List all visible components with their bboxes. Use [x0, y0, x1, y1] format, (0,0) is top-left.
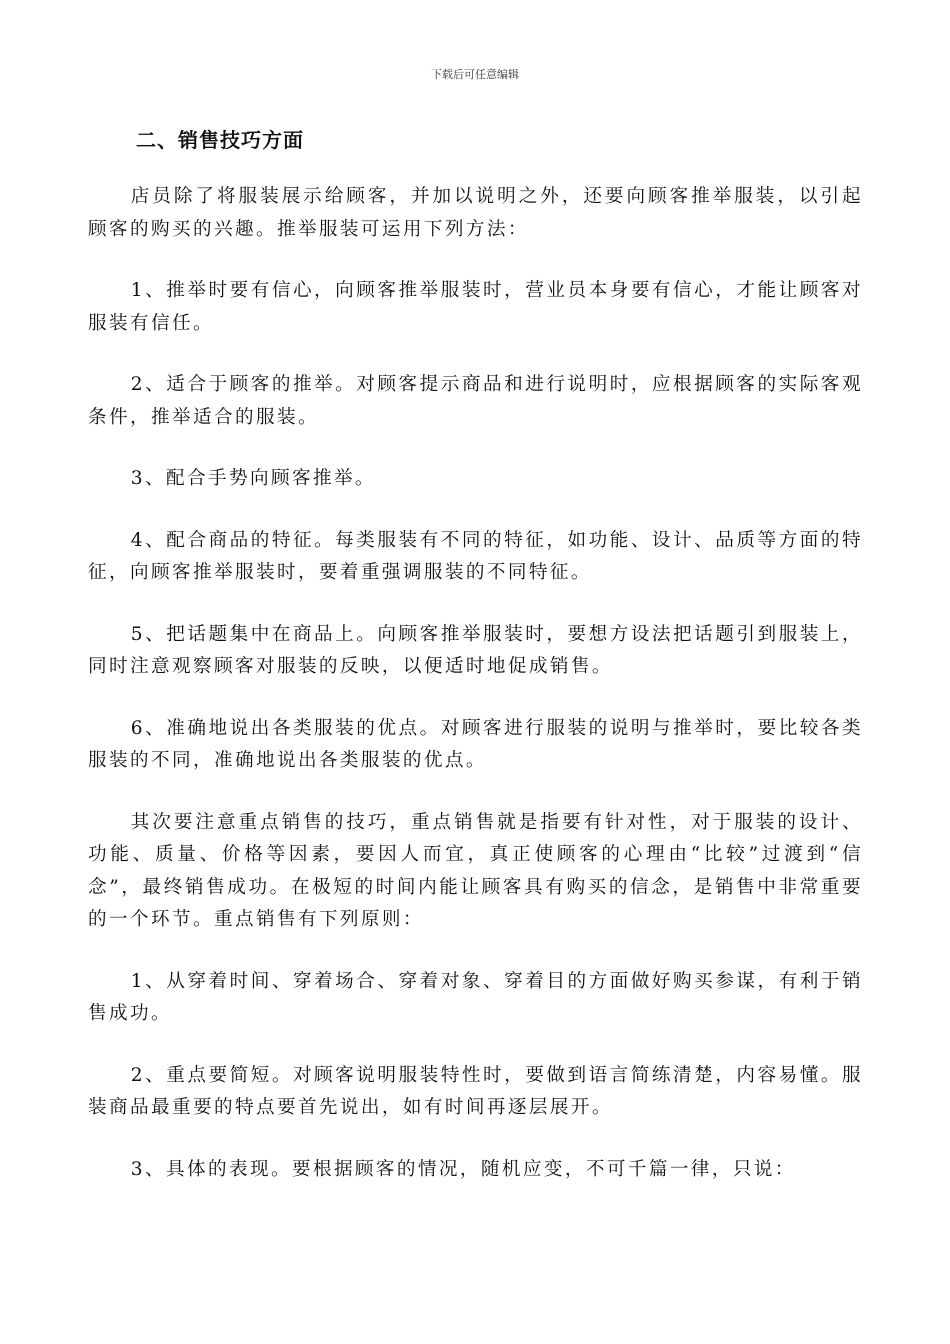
paragraph-principle-3: 3、具体的表现。要根据顾客的情况，随机应变，不可千篇一律，只说：: [130, 1158, 796, 1180]
paragraph-principle-2: 2、重点要简短。对顾客说明服装特性时，要做到语言简练清楚，内容易懂。服装商品最重要的特点要首先说出，如有时间再逐层展开。: [88, 1064, 863, 1118]
paragraph-principle-1: 1、从穿着时间、穿着场合、穿着对象、穿着目的方面做好购买参谋，有利于销售成功。: [88, 970, 863, 1024]
document-body: [88, 181, 863, 1215]
paragraph-method-6: 6、准确地说出各类服装的优点。对顾客进行服装的说明与推举时，要比较各类服装的不同，准确地说出各类服装的优点。: [88, 717, 863, 771]
paragraph-method-5: 5、把话题集中在商品上。向顾客推举服装时，要想方设法把话题引到服装上，同时注意观察顾客对服装的反映，以便适时地促成销售。: [88, 623, 863, 677]
paragraph-key-selling: 其次要注意重点销售的技巧，重点销售就是指要有针对性，对于服装的设计、功能、质量、价格等因素，要因人而宜，真正使顾客的心理由“比较”过渡到“信念”，最终销售成功。在极短的时间内能让顾客具有购买的信念，是销售中非常重要的一个环节。重点销售有下列原则：: [88, 811, 863, 930]
paragraph-intro: 店员除了将服装展示给顾客，并加以说明之外，还要向顾客推举服装，以引起顾客的购买的兴趣。推举服装可运用下列方法：: [88, 186, 863, 240]
paragraph-method-4: 4、配合商品的特征。每类服装有不同的特征，如功能、设计、品质等方面的特征，向顾客推举服装时，要着重强调服装的不同特征。: [88, 529, 863, 583]
paragraph-method-1: 1、推举时要有信心，向顾客推举服装时，营业员本身要有信心，才能让顾客对服装有信任。: [88, 280, 863, 334]
section-title: 二、销售技巧方面: [136, 128, 304, 152]
paragraph-method-2: 2、适合于顾客的推举。对顾客提示商品和进行说明时，应根据顾客的实际客观条件，推举适合的服装。: [88, 374, 863, 428]
page-header: 下载后可任意编辑: [431, 68, 519, 81]
paragraph-method-3: 3、配合手势向顾客推举。: [130, 468, 376, 489]
